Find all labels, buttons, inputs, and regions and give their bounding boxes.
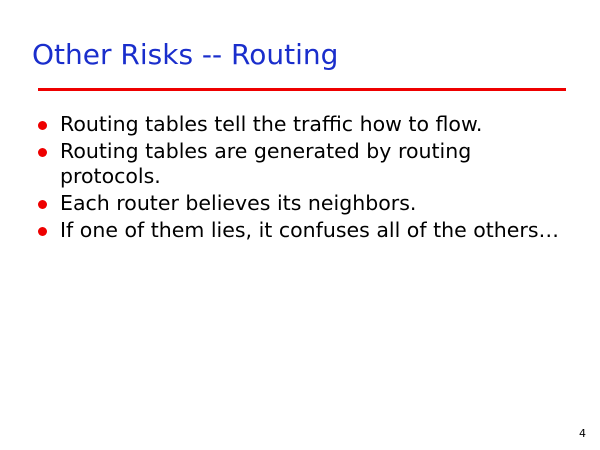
page-title: Other Risks -- Routing (32, 38, 339, 71)
bullet-list (32, 112, 572, 245)
list-item-label: Routing tables are generated by routing protocols. (60, 139, 472, 188)
list-item-label: If one of them lies, it confuses all of the others… (60, 218, 560, 242)
bullet-dot-icon (38, 121, 47, 130)
bullet-dot-icon (38, 200, 47, 209)
title-divider (38, 88, 566, 91)
list-item-label: Each router believes its neighbors. (60, 191, 417, 215)
bullet-dot-icon (38, 148, 47, 157)
list-item-label: Routing tables tell the traffic how to flow. (60, 112, 483, 136)
bullet-dot-icon (38, 227, 47, 236)
list-item (32, 112, 572, 137)
list-item (32, 139, 572, 189)
slide-number: 4 (579, 427, 586, 440)
list-item (32, 191, 572, 216)
list-item (32, 218, 572, 243)
